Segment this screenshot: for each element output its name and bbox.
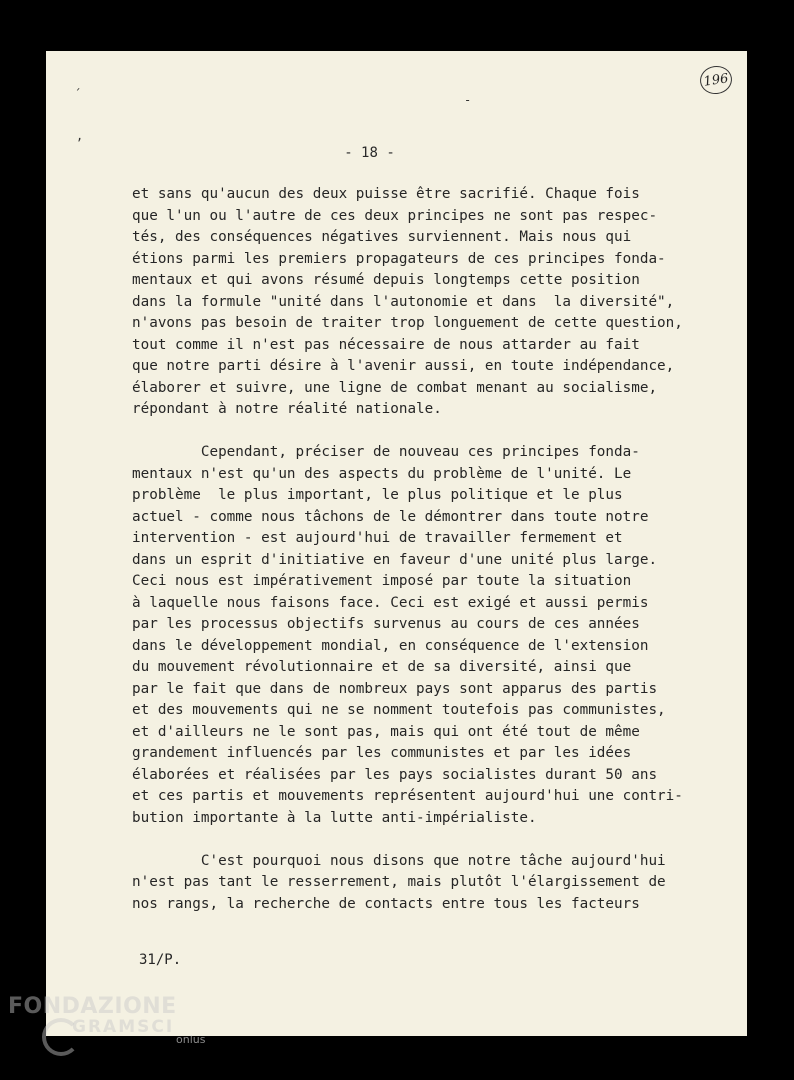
text-line: et d'ailleurs ne le sont pas, mais qui ont été tout de même: [132, 723, 640, 740]
text-line: répondant à notre réalité nationale.: [132, 401, 442, 417]
watermark-line-2: GRAMSCI: [72, 1017, 175, 1037]
punch-mark: -: [464, 93, 472, 107]
text-line: grandement influencés par les communistes et par les idées: [132, 745, 632, 761]
text-line: par le fait que dans de nombreux pays sont apparus des partis: [132, 680, 658, 697]
paragraph-gap: [132, 421, 702, 443]
text-line: n'est pas tant le resserrement, mais plutôt l'élargissement de: [132, 874, 666, 890]
text-line: actuel - comme nous tâchons de le démontrer dans toute notre: [132, 508, 649, 525]
punch-mark: ´: [74, 87, 82, 101]
text-line: que notre parti désire à l'avenir aussi, en toute indépendance,: [132, 358, 675, 374]
text-line: problème le plus important, le plus politique et le plus: [132, 487, 623, 503]
document-page: [46, 51, 747, 1036]
text-line: du mouvement révolutionnaire et de sa diversité, ainsi que: [132, 659, 632, 675]
text-line: dans un esprit d'initiative en faveur d'une unité plus large.: [132, 551, 658, 568]
paragraph: [132, 851, 702, 916]
paragraph-gap: [132, 829, 702, 851]
text-line: que l'un ou l'autre de ces deux principes ne sont pas respec-: [132, 207, 658, 224]
text-line: étions parmi les premiers propagateurs de ces principes fonda-: [132, 250, 666, 267]
text-line: et ces partis et mouvements représentent aujourd'hui une contri-: [132, 788, 683, 804]
text-line: tout comme il n'est pas nécessaire de nous attarder au fait: [132, 336, 640, 353]
text-line: mentaux et qui avons résumé depuis longtemps cette position: [132, 272, 640, 288]
document-code: 31/P.: [139, 952, 182, 968]
text-line: Ceci nous est impérativement imposé par toute la situation: [132, 573, 632, 589]
text-line: tés, des conséquences négatives surviennent. Mais nous qui: [132, 229, 632, 245]
gramsci-logo-icon: [42, 1018, 80, 1056]
text-line: nos rangs, la recherche de contacts entre tous les facteurs: [132, 895, 640, 912]
text-line: par les processus objectifs survenus au cours de ces années: [132, 616, 640, 632]
paragraph: [132, 184, 702, 421]
text-line: mentaux n'est qu'un des aspects du problème de l'unité. Le: [132, 465, 632, 482]
text-line: et sans qu'aucun des deux puisse être sacrifié. Chaque fois: [132, 186, 640, 202]
text-line: n'avons pas besoin de traiter trop longuement de cette question,: [132, 315, 683, 331]
text-line: à laquelle nous faisons face. Ceci est exigé et aussi permis: [132, 594, 649, 611]
text-line: intervention - est aujourd'hui de travailler fermement et: [132, 530, 623, 546]
fondazione-gramsci-watermark: [8, 994, 208, 1046]
text-line: élaborées et réalisées par les pays socialistes durant 50 ans: [132, 766, 658, 783]
text-line: C'est pourquoi nous disons que notre tâche aujourd'hui: [132, 852, 666, 869]
punch-mark: ,: [76, 129, 84, 143]
text-line: bution importante à la lutte anti-impérialiste.: [132, 809, 537, 826]
watermark-line-1: FONDAZIONE: [8, 994, 177, 1019]
text-line: dans le développement mondial, en conséquence de l'extension: [132, 637, 649, 654]
paragraph: [132, 442, 702, 829]
archive-page-stamp: 196: [698, 64, 734, 96]
text-line: dans la formule "unité dans l'autonomie et dans la diversité",: [132, 293, 675, 310]
page-number: - 18 -: [344, 145, 395, 161]
watermark-tag: onlus: [176, 1033, 206, 1046]
text-line: Cependant, préciser de nouveau ces principes fonda-: [132, 444, 640, 460]
text-line: élaborer et suivre, une ligne de combat menant au socialisme,: [132, 379, 658, 396]
text-line: et des mouvements qui ne se nomment toutefois pas communistes,: [132, 702, 666, 718]
body-text: [132, 184, 702, 915]
